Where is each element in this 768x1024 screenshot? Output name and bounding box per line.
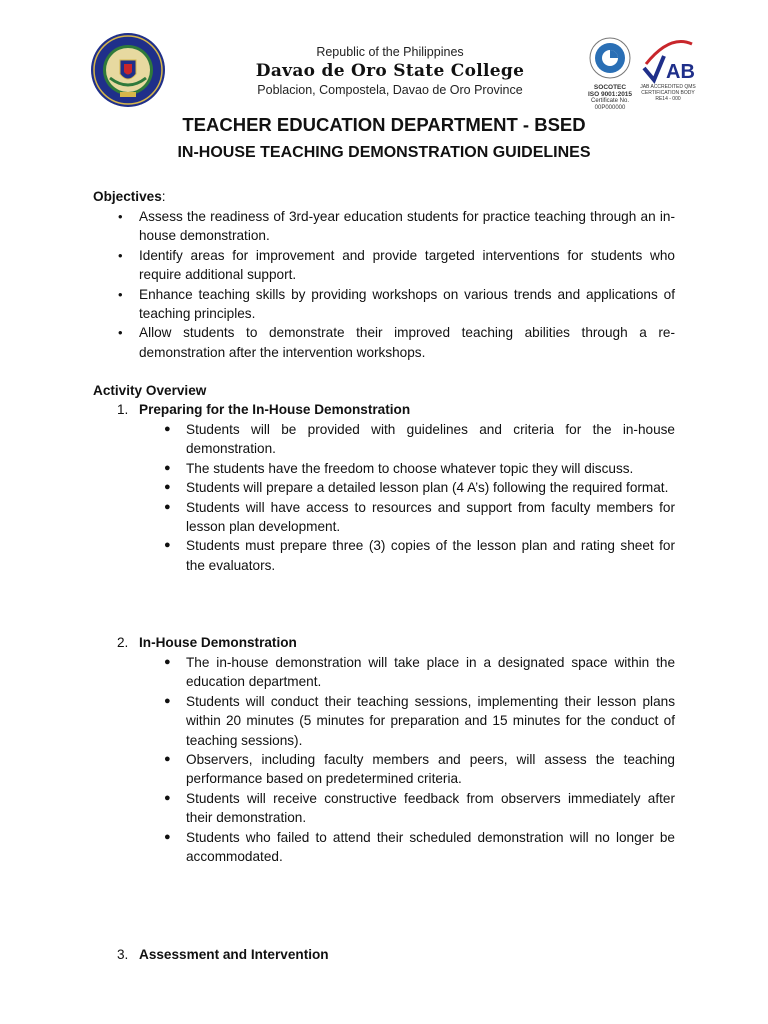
list-item bbox=[164, 789, 675, 828]
list-item-text: Students will have access to resources and support from faculty members for lesson plan development. bbox=[186, 499, 675, 535]
section-3-number: 3. bbox=[117, 947, 129, 962]
bullet-icon: ● bbox=[164, 481, 171, 494]
bullet-icon: ● bbox=[164, 830, 171, 843]
objective-text: Enhance teaching skills by providing workshops on various trends and applications of teaching principles. bbox=[139, 286, 675, 322]
list-item bbox=[164, 459, 675, 478]
objective-item bbox=[118, 207, 675, 246]
college-name: Davao de Oro State College bbox=[255, 61, 525, 81]
bullet-icon: ● bbox=[164, 423, 171, 435]
bullet-icon: • bbox=[118, 247, 123, 263]
bullet-icon: • bbox=[118, 286, 123, 302]
jab-caption bbox=[640, 84, 696, 102]
list-item bbox=[164, 478, 675, 497]
list-item-text: Students must prepare three (3) copies of the lesson plan and rating sheet for the evaluators. bbox=[186, 538, 675, 573]
list-item bbox=[164, 692, 675, 750]
guidelines-title: IN-HOUSE TEACHING DEMONSTRATION GUIDELINES bbox=[177, 144, 591, 161]
republic-line: Republic of the Philippines bbox=[316, 45, 464, 59]
jab-caption-text: JAB ACCREDITED QMS CERTIFICATION BODY bbox=[640, 84, 696, 96]
section-2-title: In-House Demonstration bbox=[139, 635, 297, 650]
certificate-number: Certificate No. 00P000000 bbox=[590, 98, 629, 111]
list-item-text: Students will prepare a detailed lesson plan (4 A’s) following the required format. bbox=[186, 480, 669, 496]
list-item bbox=[164, 653, 675, 692]
activity-overview-heading: Activity Overview bbox=[93, 383, 207, 398]
list-item bbox=[164, 828, 675, 867]
list-item bbox=[164, 750, 675, 789]
socotec-label: SOCOTEC bbox=[593, 84, 627, 91]
objectives-heading bbox=[93, 187, 166, 206]
section-1-list bbox=[164, 420, 675, 575]
objectives-label: Objectives bbox=[93, 189, 162, 204]
bullet-icon: ● bbox=[164, 694, 171, 707]
list-item bbox=[164, 536, 675, 575]
objective-item bbox=[118, 323, 675, 362]
objective-text: Identify areas for improvement and provide targeted interventions for students who require additional support. bbox=[139, 247, 675, 283]
section-2-list bbox=[164, 653, 675, 866]
bullet-icon: ● bbox=[164, 461, 171, 474]
bullet-icon: ● bbox=[164, 656, 171, 668]
section-1-title: Preparing for the In-House Demonstration bbox=[139, 402, 411, 417]
objective-text: Allow students to demonstrate their improved teaching abilities through a re-demonstration after the intervention workshops. bbox=[139, 325, 675, 360]
letterhead bbox=[255, 44, 525, 98]
iso-label: ISO 9001:2015 bbox=[587, 91, 633, 98]
bullet-icon: ● bbox=[164, 539, 171, 552]
department-title: TEACHER EDUCATION DEPARTMENT - BSED bbox=[182, 114, 586, 135]
list-item-text: Students will conduct their teaching sessions, implementing their lesson plans within 20 minutes (5 minutes for preparation and 15 minutes for the conduct of teaching sessions). bbox=[186, 693, 675, 748]
objective-text: Assess the readiness of 3rd-year education students for practice teaching through an in-house demonstration. bbox=[139, 209, 675, 244]
bullet-icon: • bbox=[118, 209, 123, 224]
list-item bbox=[164, 498, 675, 537]
list-item-text: The students have the freedom to choose whatever topic they will discuss. bbox=[186, 460, 634, 476]
list-item-text: The in-house demonstration will take place in a designated space within the education department. bbox=[186, 655, 675, 690]
section-1-number: 1. bbox=[117, 402, 129, 417]
objective-item bbox=[118, 285, 675, 324]
list-item-text: Students who failed to attend their scheduled demonstration will no longer be accommodated. bbox=[186, 829, 675, 865]
list-item bbox=[164, 420, 675, 459]
jab-code: RE14 - 000 bbox=[655, 96, 681, 102]
objectives-colon: : bbox=[161, 189, 166, 204]
bullet-icon: ● bbox=[164, 500, 171, 513]
list-item-text: Observers, including faculty members and peers, will assess the teaching performance based on predetermined criteria. bbox=[186, 752, 675, 787]
objective-item bbox=[118, 246, 675, 285]
bullet-icon: ● bbox=[164, 753, 171, 766]
section-2-number: 2. bbox=[117, 635, 129, 650]
college-seal-icon bbox=[90, 32, 166, 108]
objectives-list bbox=[118, 207, 675, 362]
socotec-caption bbox=[584, 84, 636, 112]
list-item-text: Students will be provided with guidelines and criteria for the in-house demonstration. bbox=[186, 422, 675, 457]
jab-label: AB bbox=[666, 61, 695, 83]
list-item-text: Students will receive constructive feedback from observers immediately after their demonstration. bbox=[186, 790, 675, 826]
bullet-icon: ● bbox=[164, 791, 171, 804]
college-address: Poblacion, Compostela, Davao de Oro Province bbox=[257, 83, 523, 97]
section-3-title: Assessment and Intervention bbox=[139, 947, 329, 962]
bullet-icon: • bbox=[118, 325, 123, 341]
